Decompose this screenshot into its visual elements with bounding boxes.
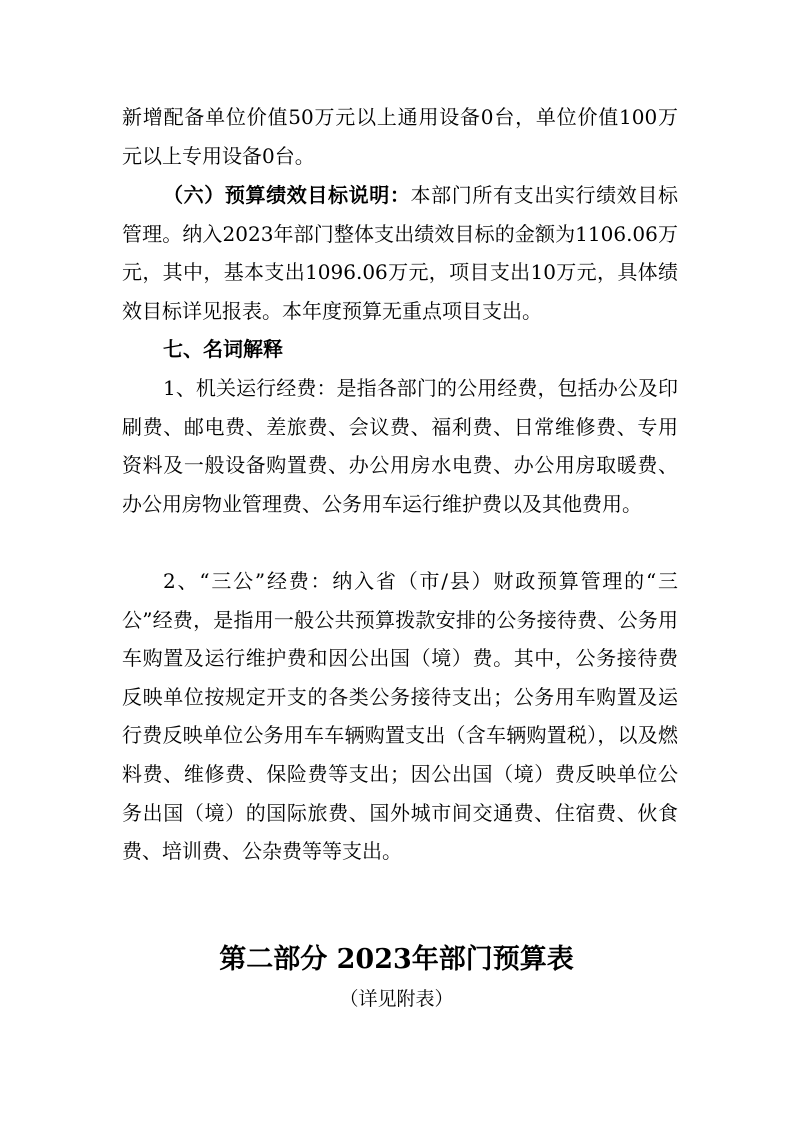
equipment-paragraph: 新增配备单位价值50万元以上通用设备0台，单位价值100万元以上专用设备0台。	[122, 105, 678, 168]
performance-goal-label: （六）预算绩效目标说明：	[163, 183, 411, 207]
term-operating-expenses: 1、机关运行经费：是指各部门的公用经费，包括办公及印刷费、邮电费、差旅费、会议费、福利费、日常维修费、专用资料及一般设备购置费、办公用房水电费、办公用房取暖费、办公用房物业管理费、公务用车运行维护费以及其他费用。	[122, 376, 678, 516]
part-two-subtitle: （详见附表）	[339, 988, 454, 1010]
section-heading-terms: 七、名词解释	[163, 337, 283, 361]
term-three-public-expenses: 2、“三公”经费：纳入省（市/县）财政预算管理的“三公”经费，是指用一般公共预算拨款安排的公务接待费、公务用车购置及运行维护费和因公出国（境）费。其中，公务接待费反映单位按规定开支的各类公务接待支出；公务用车购置及运行费反映单位公务用车车辆购置支出（含车辆购置税），以及燃料费、维修费、保险费等支出；因公出国（境）费反映单位公务出国（境）的国际旅费、国外城市间交通费、住宿费、伙食费、培训费、公杂费等等支出。	[122, 569, 678, 864]
performance-goal-paragraph	[122, 176, 678, 330]
performance-goal-text: 本部门所有支出实行绩效目标管理。纳入2023年部门整体支出绩效目标的金额为1106.06万元，其中，基本支出1096.06万元，项目支出10万元，具体绩效目标详见报表。本年度预算无重点项目支出。	[122, 183, 678, 323]
part-two-title: 第二部分 2023年部门预算表	[219, 944, 574, 975]
